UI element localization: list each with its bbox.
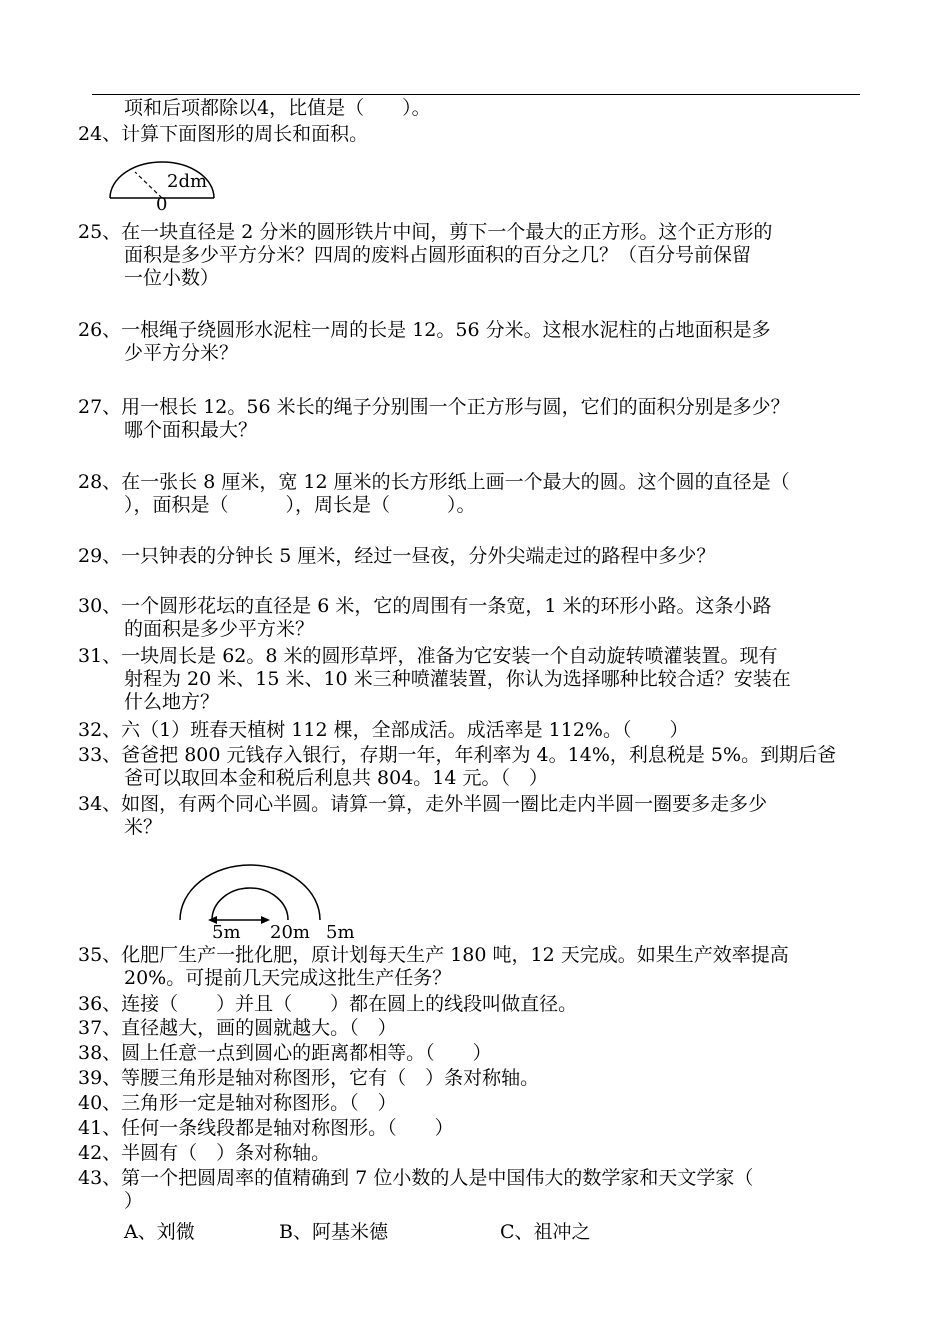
question-29 [78, 545, 715, 568]
question-35 [78, 944, 789, 990]
question-text: 40、三角形一定是轴对称图形。（ ） [78, 1092, 397, 1114]
option-a: A、刘微 [124, 1221, 195, 1243]
question-text: 39、等腰三角形是轴对称图形，它有（ ）条对称轴。 [78, 1067, 540, 1089]
question-text: 33、爸爸把 800 元钱存入银行，存期一年，年利率为 4。14%，利息税是 5%。到期后爸 [78, 744, 837, 766]
outer-width-label: 5m [326, 922, 355, 943]
middle-label: 20m [270, 922, 310, 943]
question-text: 24、计算下面图形的周长和面积。 [78, 123, 369, 145]
arrow-head-right [261, 916, 270, 924]
question-31 [78, 645, 791, 714]
question-text: 32、六（1）班春天植树 112 棵，全部成活。成活率是 112%。（ ） [78, 719, 689, 741]
question-text: 26、一根绳子绕圆形水泥柱一周的长是 12。56 分米。这根水泥柱的占地面积是多 [78, 319, 771, 341]
question-text: 哪个面积最大？ [124, 419, 258, 441]
question-38 [78, 1042, 492, 1065]
question-text: 25、在一块直径是 2 分米的圆形铁片中间，剪下一个最大的正方形。这个正方形的 [78, 221, 773, 243]
question-text: 43、第一个把圆周率的值精确到 7 位小数的人是中国伟大的数学家和天文学家（ [78, 1167, 754, 1189]
question-text: 面积是多少平方分米？四周的废料占圆形面积的百分之几？（百分号前保留 [124, 244, 752, 266]
question-text: 28、在一张长 8 厘米，宽 12 厘米的长方形纸上画一个最大的圆。这个圆的直径是（ [78, 471, 790, 493]
question-40 [78, 1092, 397, 1115]
question-text: 34、如图，有两个同心半圆。请算一算，走外半圆一圈比走内半圆一圈要多走多少 [78, 793, 768, 815]
center-label: 0 [156, 194, 168, 215]
question-text: 35、化肥厂生产一批化肥，原计划每天生产 180 吨，12 天完成。如果生产效率提高 [78, 944, 789, 966]
question-text: 31、一块周长是 62。8 米的圆形草坪，准备为它安装一个自动旋转喷灌装置。现有 [78, 645, 778, 667]
question-32 [78, 719, 688, 742]
question-33 [78, 744, 836, 790]
question-text: 射程为 20 米、15 米、10 米三种喷灌装置，你认为选择哪种比较合适？安装在 [124, 668, 791, 690]
question-37 [78, 1017, 397, 1040]
question-24 [78, 123, 368, 146]
question-25 [78, 221, 772, 290]
question-43 [78, 1167, 753, 1213]
question-28 [78, 471, 790, 517]
question-text: 爸可以取回本金和税后利息共 804。14 元。（ ） [124, 767, 549, 789]
question-text: 少平方分米？ [124, 342, 239, 364]
inner-semicircle [212, 888, 288, 920]
concentric-semicircles-figure [170, 860, 330, 930]
question-30 [78, 595, 771, 641]
header-rule [92, 94, 860, 95]
inner-radius-label: 5m [212, 922, 241, 943]
question-text: 36、连接（ ）并且（ ）都在圆上的线段叫做直径。 [78, 993, 578, 1015]
question-text: 37、直径越大，画的圆就越大。（ ） [78, 1017, 397, 1039]
question-39 [78, 1067, 539, 1090]
question-36 [78, 993, 577, 1016]
question-text: 29、一只钟表的分钟长 5 厘米，经过一昼夜，分外尖端走过的路程中多少？ [78, 545, 716, 567]
question-text: 42、半圆有（ ）条对称轴。 [78, 1142, 331, 1164]
question-text: 41、任何一条线段都是轴对称图形。（ ） [78, 1117, 454, 1139]
question-text: 什么地方？ [124, 691, 220, 713]
radius-label: 2dm [167, 171, 208, 192]
question-27 [78, 396, 790, 442]
question-text: 的面积是多少平方米？ [124, 618, 315, 640]
question-text: 38、圆上任意一点到圆心的距离都相等。（ ） [78, 1042, 492, 1064]
question-text: ），面积是（ ），周长是（ ）。 [124, 494, 476, 516]
question-text: 一位小数） [124, 267, 220, 289]
question-text: 20%。可提前几天完成这批生产任务？ [124, 967, 452, 989]
question-text: 27、用一根长 12。56 米长的绳子分别围一个正方形与圆，它们的面积分别是多少？ [78, 396, 790, 418]
question-text: 30、一个圆形花坛的直径是 6 米，它的周围有一条宽，1 米的环形小路。这条小路 [78, 595, 772, 617]
question-41 [78, 1117, 454, 1140]
option-b: B、阿基米德 [279, 1221, 388, 1243]
outer-semicircle [180, 865, 320, 920]
question-text: ） [124, 1190, 144, 1212]
question-23-tail [78, 97, 431, 120]
question-42 [78, 1142, 330, 1165]
question-text: 米？ [124, 816, 163, 838]
question-text: 项和后项都除以4，比值是（ ）。 [124, 97, 431, 119]
option-c: C、祖冲之 [500, 1221, 591, 1243]
question-34 [78, 793, 767, 839]
question-26 [78, 319, 771, 365]
